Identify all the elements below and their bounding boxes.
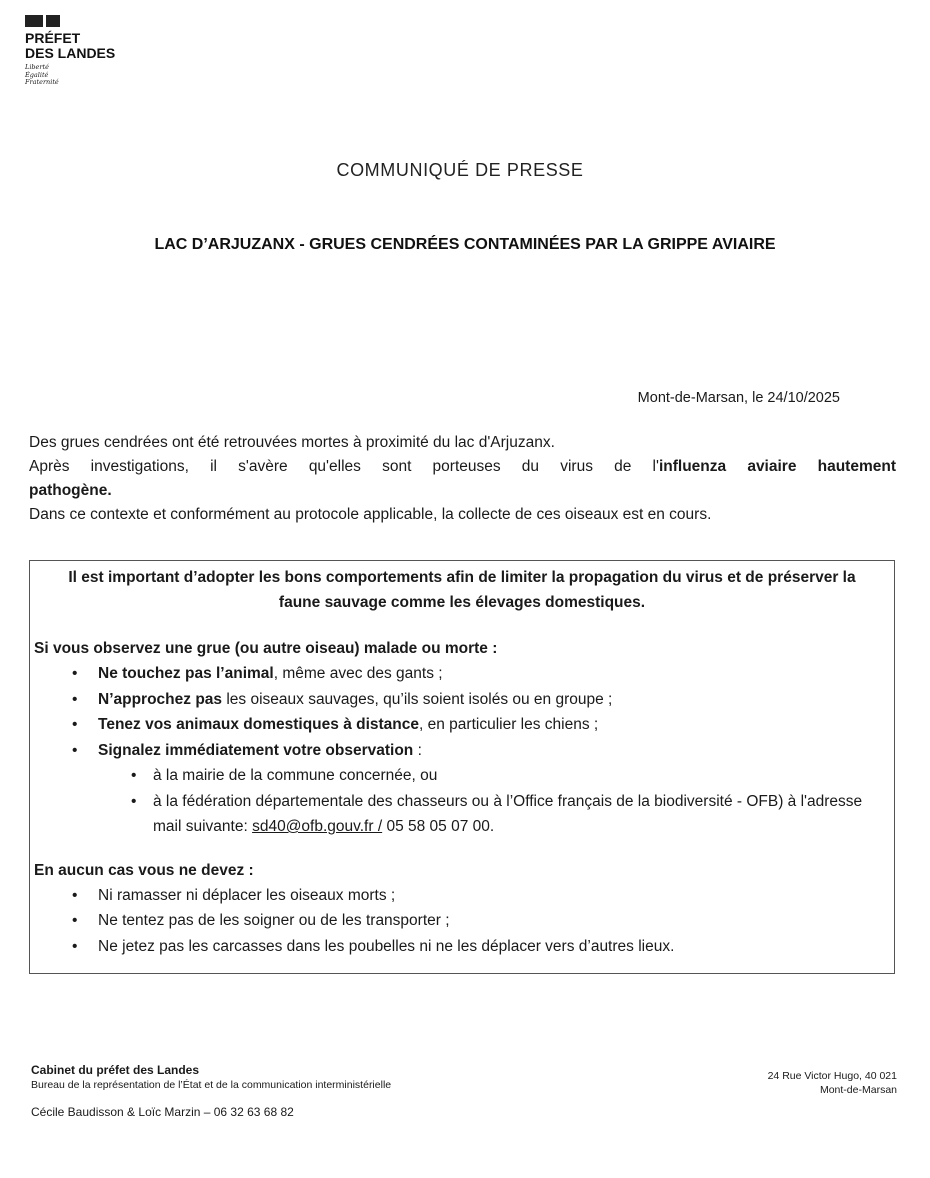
dont-item	[34, 934, 890, 960]
contact-email-link[interactable]: sd40@ofb.gouv.fr /	[252, 818, 383, 835]
dont-item	[34, 908, 890, 934]
dont-item-text: Ni ramasser ni déplacer les oiseaux morts ;	[98, 886, 396, 904]
report-to-text: à la fédération départementale des chasseurs ou à l’Office français de la biodiversité - OFB) à l'adresse mail suivante:	[153, 792, 863, 835]
report-to-item	[34, 789, 890, 840]
bullet-icon: •	[131, 792, 137, 810]
do-item-rest: , en particulier les chiens ;	[419, 716, 599, 733]
do-item	[34, 661, 890, 687]
logo-title-line1: PRÉFET	[25, 30, 81, 46]
logo-title-line2: DES LANDES	[25, 45, 116, 61]
do-item-strong: Ne touchez pas l’animal	[98, 665, 274, 682]
footer-cabinet: Cabinet du préfet des Landes	[31, 1063, 200, 1077]
document-headline: LAC D’ARJUZANX - GRUES CENDRÉES CONTAMINÉES PAR LA GRIPPE AVIAIRE	[154, 236, 776, 253]
dont-item-text: Ne tentez pas de les soigner ou de les transporter ;	[98, 912, 450, 929]
notice-lead: Il est important d’adopter les bons comportements afin de limiter la propagation du virus et de préserver la faune sauvage comme les élevages domestiques.	[68, 569, 856, 611]
bullet-icon: •	[72, 912, 78, 929]
observe-heading: Si vous observez une grue (ou autre oiseau) malade ou morte :	[34, 640, 498, 657]
intro-line-2-strong: influenza aviaire hautement	[658, 458, 896, 475]
place-and-date: Mont-de-Marsan, le 24/10/2025	[637, 390, 840, 406]
do-item-rest: , même avec des gants ;	[273, 665, 443, 682]
do-item-rest: les oiseaux sauvages, qu’ils soient isolés ou en groupe ;	[222, 690, 613, 708]
address-line-1: 24 Rue Victor Hugo, 40 021	[767, 1070, 897, 1082]
prefecture-logo	[25, 15, 115, 87]
footer-contacts: Cécile Baudisson & Loïc Marzin – 06 32 63 68 82	[31, 1105, 294, 1119]
intro-line-1: Des grues cendrées ont été retrouvées mortes à proximité du lac d'Arjuzanx.	[29, 434, 555, 451]
do-item	[34, 712, 890, 738]
intro-line-4: Dans ce contexte et conformément au protocole applicable, la collecte de ces oiseaux est en cours.	[29, 506, 712, 523]
do-item-rest: :	[413, 741, 422, 759]
address-line-2: Mont-de-Marsan	[819, 1084, 897, 1096]
report-to-list	[34, 763, 890, 840]
bullet-icon: •	[72, 690, 78, 708]
marianne-emblem-icon	[25, 15, 115, 27]
contact-phone: 05 58 05 07 00.	[382, 818, 495, 835]
report-to-item	[34, 763, 890, 789]
safety-notice-box	[29, 560, 895, 974]
do-item	[34, 687, 890, 713]
footer-address	[768, 1069, 897, 1097]
motto	[25, 64, 115, 87]
do-item-strong: Tenez vos animaux domestiques à distance	[98, 716, 420, 733]
dont-item-text: Ne jetez pas les carcasses dans les poubelles ni ne les déplacer vers d’autres lieux.	[98, 937, 675, 955]
intro-line-3	[29, 479, 896, 503]
motto-fraternite: Fraternité	[25, 78, 59, 86]
bullet-icon: •	[72, 937, 78, 955]
bullet-icon: •	[72, 716, 78, 733]
do-item	[34, 738, 890, 764]
dont-list	[34, 883, 890, 960]
intro-line-2-text: Après investigations, il s'avère qu'elles sont porteuses du virus de l'	[29, 458, 659, 475]
do-item-strong: Signalez immédiatement votre observation	[98, 741, 414, 759]
report-to-text: à la mairie de la commune concernée, ou	[153, 767, 438, 784]
bullet-icon: •	[72, 886, 78, 904]
footer-bureau: Bureau de la représentation de l’État et de la communication interministérielle	[31, 1079, 392, 1091]
do-list	[34, 661, 890, 763]
footer	[31, 1063, 897, 1119]
intro-line-2	[29, 455, 896, 479]
bullet-icon: •	[131, 767, 137, 784]
motto-liberte: Liberté	[25, 63, 49, 71]
document-kicker: COMMUNIQUÉ DE PRESSE	[336, 160, 584, 180]
bullet-icon: •	[72, 665, 78, 682]
bullet-icon: •	[72, 741, 78, 759]
never-heading: En aucun cas vous ne devez :	[34, 861, 254, 879]
do-item-strong: N’approchez pas	[98, 690, 223, 708]
intro-line-3-strong: pathogène.	[29, 482, 112, 499]
dont-item	[34, 883, 890, 909]
intro-text	[29, 431, 896, 527]
motto-egalite: Égalité	[25, 70, 49, 79]
